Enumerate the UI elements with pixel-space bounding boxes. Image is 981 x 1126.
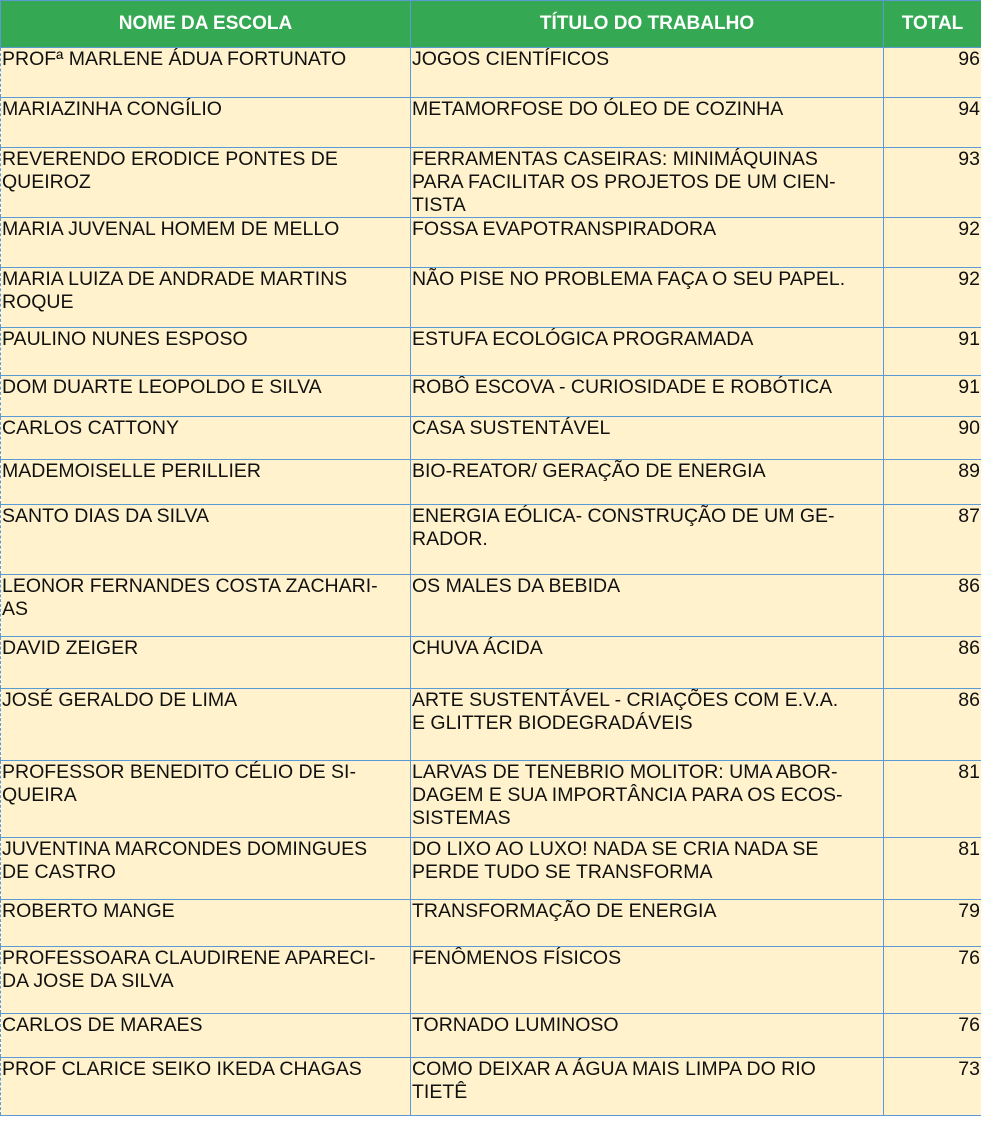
header-school: NOME DA ESCOLA [1,1,411,48]
table-row [1,48,981,98]
project-title-cell: FOSSA EVAPOTRANSPIRADORA [411,218,884,268]
total-score-cell: 92 [884,218,981,268]
table-row [1,98,981,148]
table-row [1,328,981,376]
table-row [1,460,981,505]
school-name-cell: MARIA JUVENAL HOMEM DE MELLO [1,218,411,268]
project-title-cell: TORNADO LUMINOSO [411,1014,884,1058]
project-title-cell: JOGOS CIENTÍFICOS [411,48,884,98]
table-row [1,900,981,947]
school-name-cell: PROF CLARICE SEIKO IKEDA CHAGAS [1,1058,411,1116]
total-score-cell: 73 [884,1058,981,1116]
total-score-cell: 79 [884,900,981,947]
project-title-cell: ARTE SUSTENTÁVEL - CRIAÇÕES COM E.V.A. E GLITTER BIODEGRADÁVEIS [411,689,884,761]
total-score-cell: 81 [884,838,981,900]
table-row [1,689,981,761]
table-row [1,417,981,460]
total-score-cell: 86 [884,637,981,689]
total-score-cell: 94 [884,98,981,148]
table-row [1,148,981,218]
project-title-cell: DO LIXO AO LUXO! NADA SE CRIA NADA SE PERDE TUDO SE TRANSFORMA [411,838,884,900]
project-title-cell: ROBÔ ESCOVA - CURIOSIDADE E ROBÓTICA [411,376,884,417]
project-title-cell: NÃO PISE NO PROBLEMA FAÇA O SEU PAPEL. [411,268,884,328]
total-score-cell: 90 [884,417,981,460]
project-title-cell: BIO-REATOR/ GERAÇÃO DE ENERGIA [411,460,884,505]
total-score-cell: 92 [884,268,981,328]
table-body [1,48,981,1116]
school-name-cell: MARIA LUIZA DE ANDRADE MARTINS ROQUE [1,268,411,328]
school-name-cell: PROFESSOR BENEDITO CÉLIO DE SI- QUEIRA [1,761,411,838]
project-title-cell: LARVAS DE TENEBRIO MOLITOR: UMA ABOR- DAGEM E SUA IMPORTÂNCIA PARA OS ECOS- SISTEMAS [411,761,884,838]
table-row [1,637,981,689]
total-score-cell: 96 [884,48,981,98]
project-title-cell: CASA SUSTENTÁVEL [411,417,884,460]
project-title-cell: OS MALES DA BEBIDA [411,575,884,637]
project-title-cell: METAMORFOSE DO ÓLEO DE COZINHA [411,98,884,148]
total-score-cell: 91 [884,376,981,417]
school-name-cell: JOSÉ GERALDO DE LIMA [1,689,411,761]
table-row [1,505,981,575]
school-name-cell: PROFª MARLENE ÁDUA FORTUNATO [1,48,411,98]
total-score-cell: 86 [884,575,981,637]
school-name-cell: CARLOS DE MARAES [1,1014,411,1058]
project-title-cell: TRANSFORMAÇÃO DE ENERGIA [411,900,884,947]
table-row [1,268,981,328]
table-row [1,376,981,417]
school-name-cell: MARIAZINHA CONGÍLIO [1,98,411,148]
project-title-cell: ENERGIA EÓLICA- CONSTRUÇÃO DE UM GE- RADOR. [411,505,884,575]
school-name-cell: JUVENTINA MARCONDES DOMINGUES DE CASTRO [1,838,411,900]
school-name-cell: PAULINO NUNES ESPOSO [1,328,411,376]
total-score-cell: 86 [884,689,981,761]
school-name-cell: ROBERTO MANGE [1,900,411,947]
total-score-cell: 76 [884,947,981,1014]
total-score-cell: 76 [884,1014,981,1058]
school-name-cell: CARLOS CATTONY [1,417,411,460]
table-row [1,761,981,838]
school-name-cell: DAVID ZEIGER [1,637,411,689]
table-row [1,218,981,268]
total-score-cell: 89 [884,460,981,505]
header-title: TÍTULO DO TRABALHO [411,1,884,48]
school-name-cell: PROFESSOARA CLAUDIRENE APARECI- DA JOSE DA SILVA [1,947,411,1014]
school-name-cell: REVERENDO ERODICE PONTES DE QUEIROZ [1,148,411,218]
table-row [1,1014,981,1058]
school-name-cell: DOM DUARTE LEOPOLDO E SILVA [1,376,411,417]
school-name-cell: LEONOR FERNANDES COSTA ZACHARI- AS [1,575,411,637]
project-title-cell: FENÔMENOS FÍSICOS [411,947,884,1014]
table-row [1,838,981,900]
header-row [1,1,981,48]
total-score-cell: 93 [884,148,981,218]
project-title-cell: FERRAMENTAS CASEIRAS: MINIMÁQUINAS PARA FACILITAR OS PROJETOS DE UM CIEN- TISTA [411,148,884,218]
header-total: TOTAL [884,1,981,48]
table-row [1,1058,981,1116]
project-title-cell: CHUVA ÁCIDA [411,637,884,689]
total-score-cell: 87 [884,505,981,575]
total-score-cell: 81 [884,761,981,838]
total-score-cell: 91 [884,328,981,376]
table-row [1,947,981,1014]
project-title-cell: COMO DEIXAR A ÁGUA MAIS LIMPA DO RIO TIETÊ [411,1058,884,1116]
table-row [1,575,981,637]
project-title-cell: ESTUFA ECOLÓGICA PROGRAMADA [411,328,884,376]
school-name-cell: MADEMOISELLE PERILLIER [1,460,411,505]
school-name-cell: SANTO DIAS DA SILVA [1,505,411,575]
